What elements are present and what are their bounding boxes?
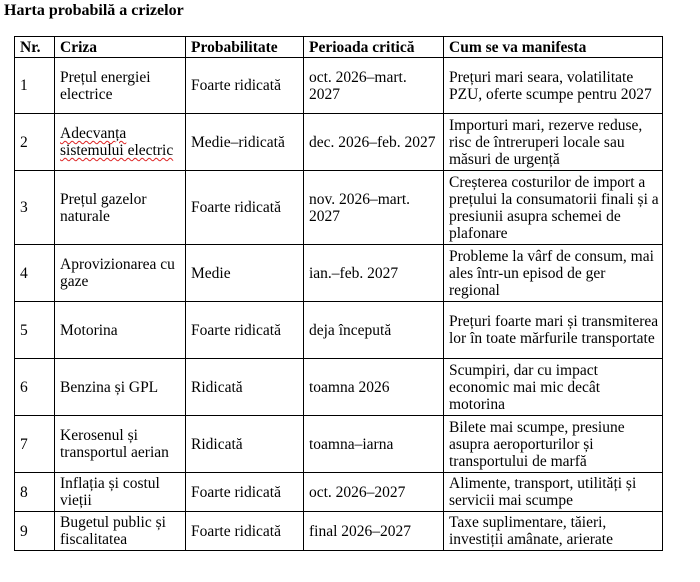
table-row <box>15 512 663 551</box>
manifestation-text: Importuri mari, rezerve reduse, risc de întreruperi locale sau măsuri de urgență <box>444 114 663 171</box>
crisis-name: Inflația și costul vieții <box>55 473 186 512</box>
crisis-name <box>55 114 186 171</box>
manifestation-text: Probleme la vârf de consum, mai ales într-un episod de ger regional <box>444 245 663 302</box>
document-title: Harta probabilă a crizelor <box>4 2 184 19</box>
manifestation-text: Prețuri foarte mari și transmiterea lor în toate mărfurile transportate <box>444 302 663 359</box>
manifestation-text: Taxe suplimentare, tăieri, investiții amânate, arierate <box>444 512 663 551</box>
header-crisis: Criza <box>55 37 186 58</box>
row-number: 8 <box>15 473 55 512</box>
table-row <box>15 416 663 473</box>
critical-period: nov. 2026–mart. 2027 <box>304 171 444 245</box>
table-header-row <box>15 37 663 58</box>
critical-period: toamna 2026 <box>304 359 444 416</box>
crisis-name: Prețul energiei electrice <box>55 58 186 114</box>
crisis-name: Prețul gazelor naturale <box>55 171 186 245</box>
crisis-name: Bugetul public și fiscalitatea <box>55 512 186 551</box>
table-row <box>15 473 663 512</box>
critical-period: final 2026–2027 <box>304 512 444 551</box>
probability-value: Foarte ridicată <box>186 58 304 114</box>
header-probability: Probabilitate <box>186 37 304 58</box>
critical-period: dec. 2026–feb. 2027 <box>304 114 444 171</box>
manifestation-text: Creșterea costurilor de import a prețului la consumatorii finali și a presiunii asupra schemei de plafonare <box>444 171 663 245</box>
manifestation-text: Prețuri mari seara, volatilitate PZU, oferte scumpe pentru 2027 <box>444 58 663 114</box>
crisis-name: Motorina <box>55 302 186 359</box>
row-number: 3 <box>15 171 55 245</box>
manifestation-text: Bilete mai scumpe, presiune asupra aeroporturilor și transportului de marfă <box>444 416 663 473</box>
critical-period: ian.–feb. 2027 <box>304 245 444 302</box>
row-number: 4 <box>15 245 55 302</box>
critical-period: deja începută <box>304 302 444 359</box>
header-period: Perioada critică <box>304 37 444 58</box>
table-row <box>15 302 663 359</box>
table-row <box>15 58 663 114</box>
table-row <box>15 245 663 302</box>
table-row <box>15 359 663 416</box>
crisis-name: Kerosenul și transportul aerian <box>55 416 186 473</box>
probability-value: Medie <box>186 245 304 302</box>
row-number: 7 <box>15 416 55 473</box>
probability-value: Foarte ridicată <box>186 512 304 551</box>
table-row <box>15 114 663 171</box>
row-number: 6 <box>15 359 55 416</box>
probability-value: Foarte ridicată <box>186 171 304 245</box>
manifestation-text: Alimente, transport, utilități și servicii mai scumpe <box>444 473 663 512</box>
crisis-name: Benzina și GPL <box>55 359 186 416</box>
critical-period: oct. 2026–mart. 2027 <box>304 58 444 114</box>
row-number: 5 <box>15 302 55 359</box>
crisis-name: Aprovizionarea cu gaze <box>55 245 186 302</box>
critical-period: oct. 2026–2027 <box>304 473 444 512</box>
probability-value: Medie–ridicată <box>186 114 304 171</box>
probability-value: Foarte ridicată <box>186 302 304 359</box>
probability-value: Ridicată <box>186 359 304 416</box>
manifestation-text: Scumpiri, dar cu impact economic mai mic decât motorina <box>444 359 663 416</box>
probability-value: Ridicată <box>186 416 304 473</box>
header-manifestation: Cum se va manifesta <box>444 37 663 58</box>
table-row <box>15 171 663 245</box>
row-number: 9 <box>15 512 55 551</box>
critical-period: toamna–iarna <box>304 416 444 473</box>
row-number: 1 <box>15 58 55 114</box>
row-number: 2 <box>15 114 55 171</box>
probability-value: Foarte ridicată <box>186 473 304 512</box>
header-nr: Nr. <box>15 37 55 58</box>
crisis-table <box>14 36 663 551</box>
spellcheck-word: Adecvanța sistemului electric <box>60 125 174 159</box>
